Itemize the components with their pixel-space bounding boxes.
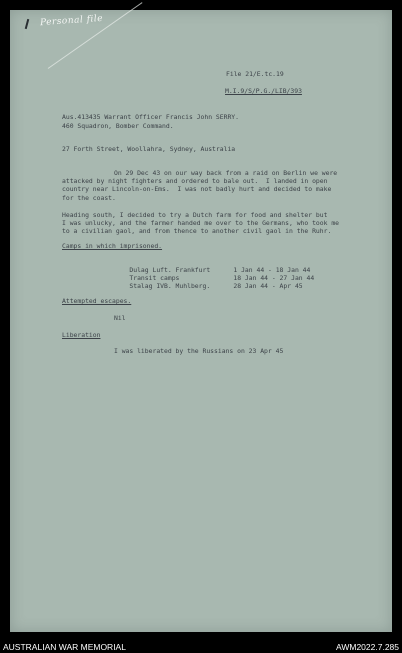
subject-line-1: Aus.413435 Warrant Officer Francis John SERRY.	[62, 113, 239, 121]
handwritten-annotation: Personal file	[39, 13, 104, 29]
camp-name: Transit camps	[129, 274, 180, 283]
footer-reference: AWM2022.7.285	[336, 642, 399, 652]
camp-dates: 28 Jan 44 - Apr 45	[233, 282, 303, 291]
escapes-heading: Attempted escapes.	[62, 297, 132, 305]
camp-row	[114, 274, 303, 299]
paragraph-capture: On 29 Dec 43 on our way back from a raid on Berlin we were attacked by night fighters and ordered to bale out. I landed in open country near Lincoln-on-Ems. I was not badly hurt and decided to make for the coast.	[62, 169, 338, 202]
footer-institution: AUSTRALIAN WAR MEMORIAL	[3, 642, 126, 652]
paragraph-gaol: Heading south, I decided to try a Dutch farm for food and shelter but I was unlucky, and the farmer handed me over to the Germans, who took me to a civilian gaol, and from thence to another civil gaol in the Ruhr.	[62, 211, 340, 236]
camps-heading: Camps in which imprisoned.	[62, 242, 163, 250]
camp-name: Dulag Luft. Frankfurt	[129, 266, 211, 275]
camp-dates: 1 Jan 44 - 18 Jan 44	[233, 266, 311, 275]
liberation-text: I was liberated by the Russians on 23 Apr 45	[114, 347, 284, 355]
document-page	[10, 10, 392, 632]
camp-name: Stalag IVB. Muhlberg.	[129, 282, 211, 291]
subject-line-2: 460 Squadron, Bomber Command.	[62, 122, 174, 130]
pencil-mark	[25, 19, 30, 29]
pencil-stroke	[48, 2, 143, 69]
mi-reference: M.I.9/S/P.G./LIB/393	[225, 87, 302, 95]
home-address: 27 Forth Street, Woollahra, Sydney, Australia	[62, 145, 236, 153]
file-reference: File 21/E.tc.19	[226, 70, 284, 78]
footer-bar	[0, 632, 402, 653]
liberation-heading: Liberation	[62, 331, 101, 339]
escapes-value: Nil	[114, 314, 126, 322]
camp-dates: 18 Jan 44 - 27 Jan 44	[233, 274, 315, 283]
